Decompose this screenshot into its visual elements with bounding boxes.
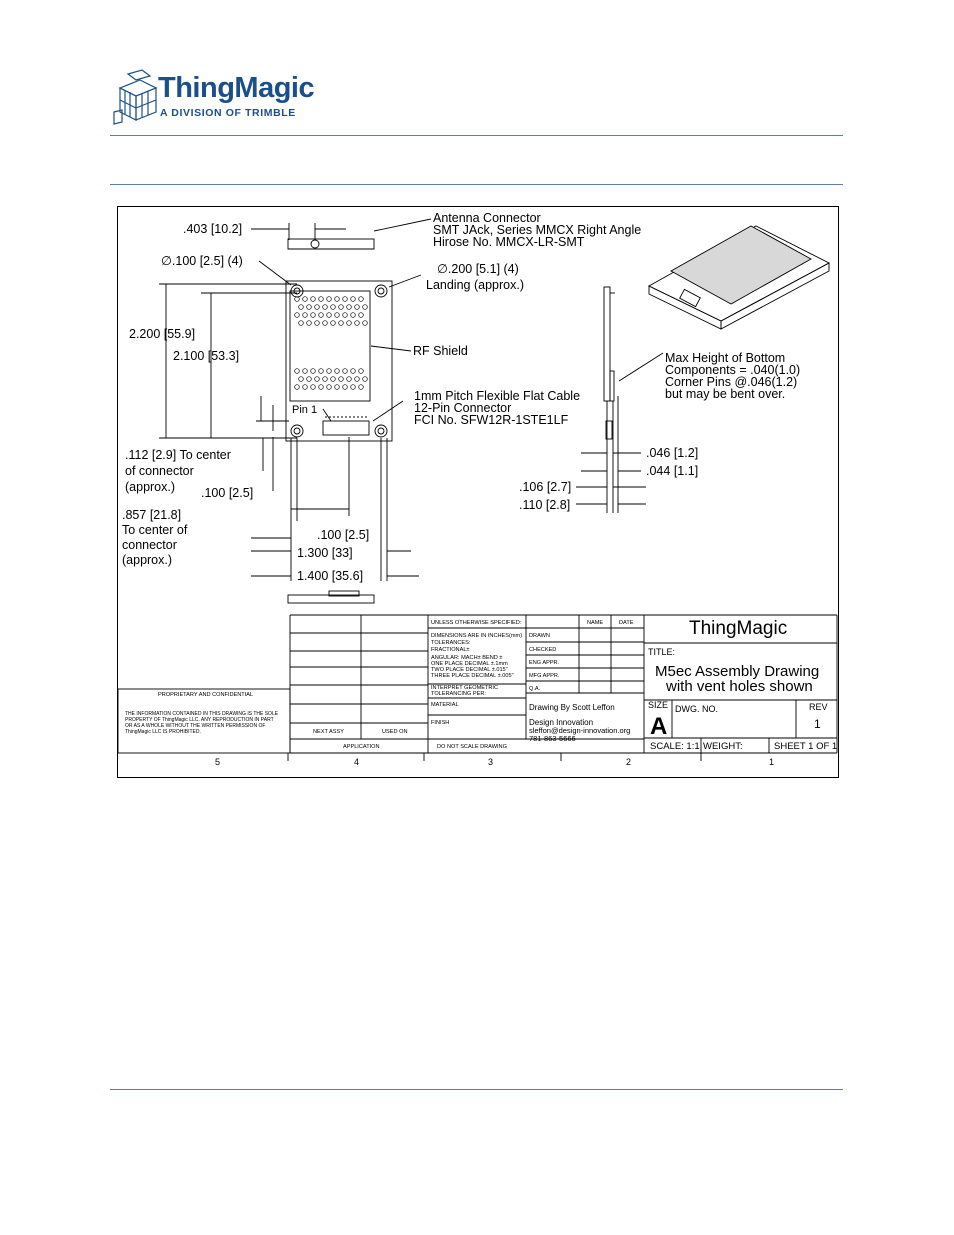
connector-label-3: (approx.) <box>125 480 176 494</box>
height-outer-dimension: 2.200 [55.9] <box>129 327 196 341</box>
angular: ANGULAR: MACH± BEND ± <box>431 655 503 661</box>
vent-hole <box>315 377 320 382</box>
vent-hole <box>359 369 364 374</box>
company-name: Design Innovation <box>529 718 594 727</box>
vent-hole <box>307 321 312 326</box>
vent-hole <box>331 377 336 382</box>
vent-hole <box>299 321 304 326</box>
header-divider-bottom <box>110 184 843 185</box>
side-dimension-3: .106 [2.7] <box>519 480 572 494</box>
next-assy-label: NEXT ASSY <box>313 729 344 735</box>
interpret-1: INTERPRET GEOMETRIC <box>431 685 499 691</box>
vent-hole <box>359 385 364 390</box>
vent-hole <box>303 385 308 390</box>
application-label: APPLICATION <box>343 744 380 750</box>
vent-hole <box>335 385 340 390</box>
company-email: sleffon@design-innovation.org <box>529 726 631 735</box>
sheet-label: SHEET 1 OF 1 <box>774 741 838 752</box>
scale-label: SCALE: 1:1 <box>650 741 700 752</box>
vent-hole <box>343 369 348 374</box>
vent-hole <box>299 305 304 310</box>
two-place: TWO PLACE DECIMAL ±.015" <box>431 667 508 673</box>
legal-text-3: OR AS A WHOLE WITHOUT THE WRITTEN PERMISSION OF <box>125 723 266 729</box>
vent-hole <box>311 313 316 318</box>
vent-hole <box>351 297 356 302</box>
rev-value: 1 <box>814 717 821 731</box>
max-height-label-3: Corner Pins @.046(1.2) <box>665 375 798 389</box>
drawing-by: Drawing By Scott Leffon <box>529 703 615 712</box>
vent-hole <box>307 305 312 310</box>
max-height-label-1: Max Height of Bottom <box>665 351 786 365</box>
vent-hole <box>327 313 332 318</box>
do-not-scale-label: DO NOT SCALE DRAWING <box>437 744 507 750</box>
dwg-no-label: DWG. NO. <box>675 704 718 714</box>
vent-hole <box>351 369 356 374</box>
vent-hole <box>303 297 308 302</box>
vent-hole <box>335 313 340 318</box>
vent-hole <box>315 321 320 326</box>
antenna-label-3: Hirose No. MMCX-LR-SMT <box>433 235 585 249</box>
antenna-dimension: .403 [10.2] <box>183 222 243 236</box>
fractional: FRACTIONAL± <box>431 647 470 653</box>
vent-hole <box>339 321 344 326</box>
vent-hole <box>351 313 356 318</box>
vent-hole <box>363 321 368 326</box>
vent-hole <box>319 385 324 390</box>
vent-hole <box>303 369 308 374</box>
antenna-label-2: SMT JAck, Series MMCX Right Angle <box>433 223 642 237</box>
vent-hole <box>335 369 340 374</box>
vent-hole <box>327 297 332 302</box>
vent-hole <box>315 305 320 310</box>
connector-x-label-2: connector <box>122 538 177 552</box>
legal-text-4: ThingMagic LLC IS PROHIBITED. <box>125 729 201 735</box>
zone-2: 2 <box>626 757 632 767</box>
footer-divider <box>110 1089 843 1090</box>
connector-label-2: of connector <box>125 464 194 478</box>
unless-specified: UNLESS OTHERWISE SPECIFIED: <box>431 620 522 626</box>
vent-hole <box>339 377 344 382</box>
vent-hole <box>363 305 368 310</box>
antenna-label-1: Antenna Connector <box>433 211 541 225</box>
eng-appr-label: ENG APPR. <box>529 660 560 666</box>
vent-hole <box>323 377 328 382</box>
vent-hole <box>327 385 332 390</box>
vent-hole <box>311 297 316 302</box>
connector-x-dimension: .857 [21.8] <box>122 508 182 522</box>
drawing-title-1: M5ec Assembly Drawing <box>655 663 820 680</box>
connector-dimension: .112 [2.9] To center <box>125 448 231 462</box>
vent-hole <box>295 313 300 318</box>
one-place: ONE PLACE DECIMAL ±.1mm <box>431 661 508 667</box>
size-value: A <box>650 713 668 740</box>
max-height-label-4: but may be bent over. <box>665 387 786 401</box>
ffc-label-1: 1mm Pitch Flexible Flat Cable <box>414 389 581 403</box>
legal-text-1: THE INFORMATION CONTAINED IN THIS DRAWING IS THE SOLE <box>125 711 279 717</box>
zone-3: 3 <box>488 757 494 767</box>
vent-hole <box>351 385 356 390</box>
cube-logo-icon <box>112 68 160 126</box>
vent-hole <box>339 305 344 310</box>
landing-diameter: ∅.200 [5.1] (4) <box>437 262 519 276</box>
zone-4: 4 <box>354 757 360 767</box>
company-logo <box>112 68 315 126</box>
tolerances: TOLERANCES: <box>431 640 471 646</box>
company-title: ThingMagic <box>689 618 788 639</box>
connector-x-label-1: To center of <box>122 523 188 537</box>
three-place: THREE PLACE DECIMAL ±.005" <box>431 673 514 679</box>
landing-label: Landing (approx.) <box>426 278 524 292</box>
side-dimension-4: .110 [2.8] <box>519 498 571 512</box>
width-inner-dimension: 1.300 [33] <box>297 546 353 560</box>
vent-hole <box>295 385 300 390</box>
vent-hole <box>303 313 308 318</box>
vent-hole <box>335 297 340 302</box>
vent-hole <box>307 377 312 382</box>
interpret-2: TOLERANCING PER: <box>431 691 486 697</box>
finish-label: FINISH <box>431 720 450 726</box>
vent-hole <box>355 377 360 382</box>
vent-hole <box>331 305 336 310</box>
pitch-dimension: .100 [2.5] <box>201 486 254 500</box>
title-label: TITLE: <box>648 647 676 657</box>
qa-label: Q.A. <box>529 686 541 692</box>
legal-text-2: PROPERTY OF ThingMagic LLC. ANY REPRODUCTION IN PART <box>125 717 274 723</box>
vent-hole <box>359 297 364 302</box>
mfg-appr-label: MFG APPR. <box>529 673 560 679</box>
height-inner-dimension: 2.100 [53.3] <box>173 349 240 363</box>
vent-hole <box>319 297 324 302</box>
vent-hole <box>323 305 328 310</box>
connector-x-label-3: (approx.) <box>122 553 173 567</box>
used-on-label: USED ON <box>382 729 408 735</box>
date-header: DATE <box>619 620 634 626</box>
vent-hole <box>347 305 352 310</box>
vent-hole <box>343 385 348 390</box>
proprietary-label: PROPRIETARY AND CONFIDENTIAL <box>158 692 254 698</box>
zone-5: 5 <box>215 757 221 767</box>
side-dimension-1: .046 [1.2] <box>646 446 699 460</box>
logo-subtitle: A DIVISION OF TRIMBLE <box>160 107 296 119</box>
assembly-drawing <box>117 206 839 778</box>
material-label: MATERIAL <box>431 702 459 708</box>
width-outer-dimension: 1.400 [35.6] <box>297 569 364 583</box>
name-header: NAME <box>587 620 604 626</box>
edge-dimension: .100 [2.5] <box>317 528 370 542</box>
logo-name: ThingMagic <box>158 72 315 104</box>
rf-shield-label: RF Shield <box>413 344 468 358</box>
vent-hole <box>299 377 304 382</box>
hole-diameter: ∅.100 [2.5] (4) <box>161 254 243 268</box>
ffc-label-2: 12-Pin Connector <box>414 401 512 415</box>
vent-hole <box>323 321 328 326</box>
zone-1: 1 <box>769 757 775 767</box>
drawing-title-2: with vent holes shown <box>666 678 813 695</box>
side-dimension-2: .044 [1.1] <box>646 464 699 478</box>
company-phone: 781-863-5666 <box>529 734 576 743</box>
pin1-label: Pin 1 <box>292 404 318 416</box>
vent-hole <box>331 321 336 326</box>
vent-hole <box>343 297 348 302</box>
size-label: SIZE <box>648 700 669 710</box>
vent-hole <box>363 377 368 382</box>
dimensions-units: DIMENSIONS ARE IN INCHES(mm) <box>431 633 523 639</box>
vent-hole <box>319 313 324 318</box>
vent-hole <box>311 385 316 390</box>
weight-label: WEIGHT: <box>703 741 743 752</box>
drawn-label: DRAWN <box>529 633 550 639</box>
vent-hole <box>343 313 348 318</box>
vent-hole <box>327 369 332 374</box>
checked-label: CHECKED <box>529 647 557 653</box>
vent-hole <box>347 321 352 326</box>
vent-hole <box>295 369 300 374</box>
assembly-drawing-svg <box>118 207 838 777</box>
rev-label: REV <box>809 702 828 712</box>
ffc-label-3: FCI No. SFW12R-1STE1LF <box>414 413 569 427</box>
vent-hole <box>319 369 324 374</box>
max-height-label-2: Components = .040(1.0) <box>665 363 801 377</box>
vent-hole <box>311 369 316 374</box>
vent-hole <box>355 321 360 326</box>
vent-hole <box>359 313 364 318</box>
vent-hole <box>355 305 360 310</box>
header-divider-top <box>110 135 843 136</box>
vent-hole <box>347 377 352 382</box>
